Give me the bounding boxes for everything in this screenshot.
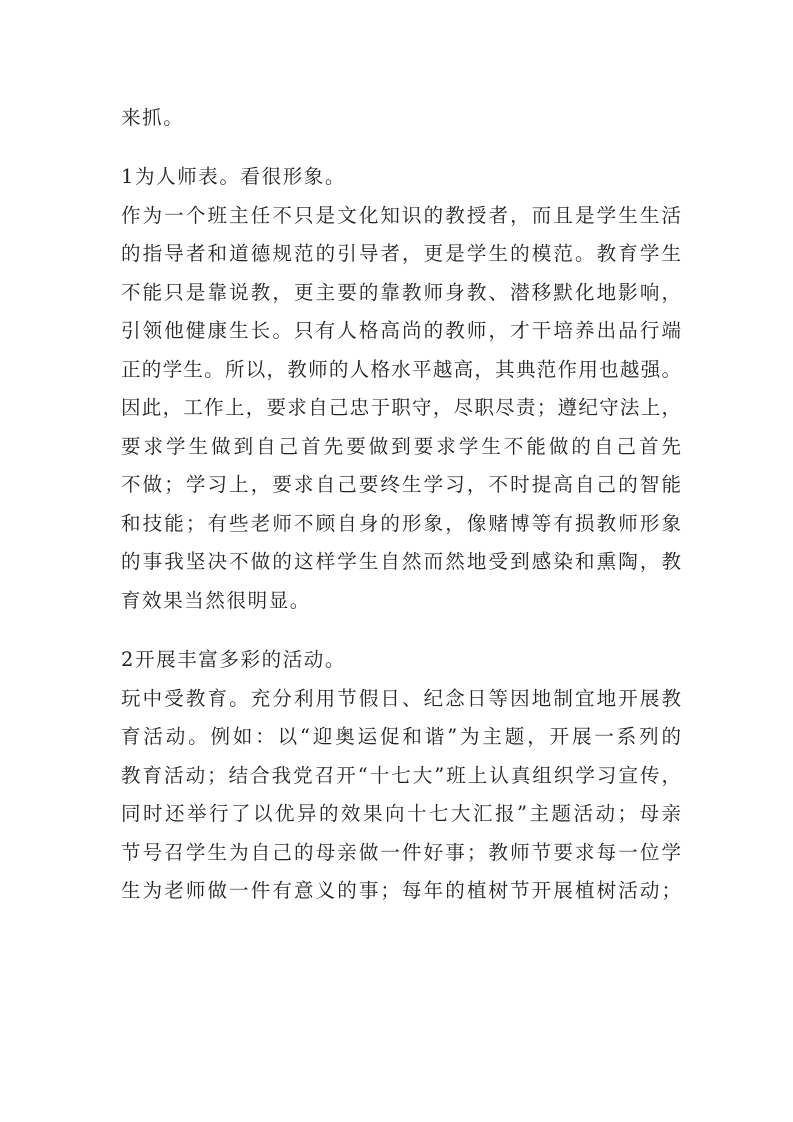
text-line: 因此，工作上，要求自己忠于职守，尽职尽责；遵纪守法上， [121,396,681,419]
text-line: 教育活动；结合我党召开“十七大”班上认真组织学习宣传， [121,764,681,787]
text-line: 节号召学生为自己的母亲做一件好事；教师节要求每一位学 [121,841,681,864]
text-line: 不能只是靠说教，更主要的靠教师身教、潜移默化地影响， [121,281,681,304]
text-line: 作为一个班主任不只是文化知识的教授者，而且是学生生活 [121,204,681,227]
text-line: 来抓。 [121,106,185,129]
section-heading: 2开展丰富多彩的活动。 [121,648,347,671]
section-heading: 1为人师表。看很形象。 [121,165,347,188]
text-line: 的事我坚决不做的这样学生自然而然地受到感染和熏陶，教 [121,550,681,573]
text-line: 育效果当然很明显。 [121,589,311,612]
text-line: 玩中受教育。充分利用节假日、纪念日等因地制宜地开展教 [121,687,681,710]
text-line: 正的学生。所以，教师的人格水平越高，其典范作用也越强。 [121,358,681,381]
text-line: 的指导者和道德规范的引导者，更是学生的模范。教育学生 [121,242,681,265]
text-line: 要求学生做到自己首先要做到要求学生不能做的自己首先 [121,435,681,458]
text-line: 不做；学习上，要求自己要终生学习，不时提高自己的智能 [121,473,681,496]
text-line: 引领他健康生长。只有人格高尚的教师，才干培养出品行端 [121,319,681,342]
text-line: 育活动。例如：以“迎奥运促和谐”为主题，开展一系列的 [121,725,681,748]
text-line: 和技能；有些老师不顾自身的形象，像赌博等有损教师形象 [121,512,681,535]
text-line: 生为老师做一件有意义的事；每年的植树节开展植树活动； [121,879,681,902]
text-line: 同时还举行了以优异的效果向十七大汇报”主题活动；母亲 [121,802,681,825]
